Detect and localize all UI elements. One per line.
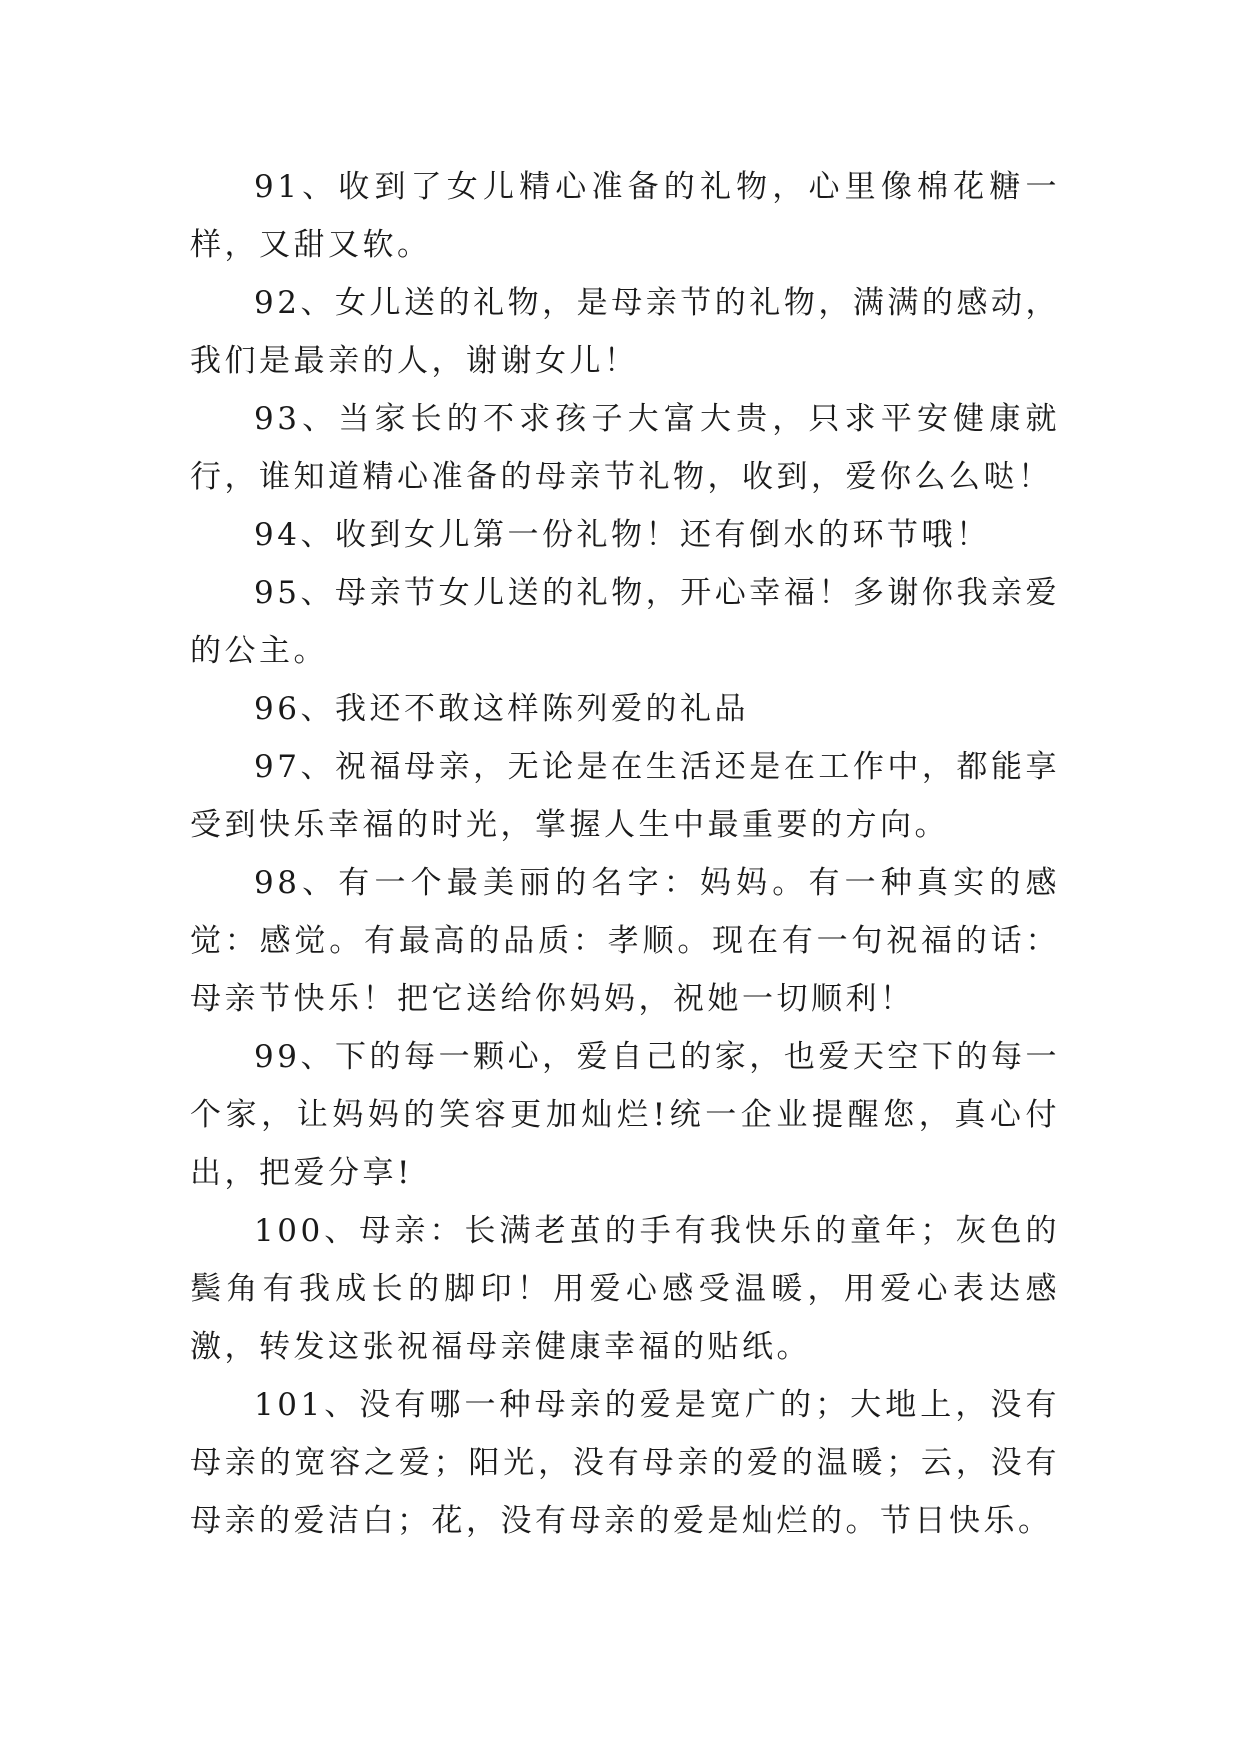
paragraph-97: 97、祝福母亲，无论是在生活还是在工作中，都能享受到快乐幸福的时光，掌握人生中最重要的方向。 — [190, 749, 1060, 843]
paragraph-94: 94、收到女儿第一份礼物！还有倒水的环节哦！ — [254, 517, 991, 553]
paragraph-93: 93、当家长的不求孩子大富大贵，只求平安健康就行，谁知道精心准备的母亲节礼物，收到，爱你么么哒！ — [190, 401, 1060, 495]
paragraph-100: 100、母亲：长满老茧的手有我快乐的童年；灰色的鬓角有我成长的脚印！用爱心感受温暖，用爱心表达感激，转发这张祝福母亲健康幸福的贴纸。 — [190, 1213, 1060, 1365]
paragraph-96: 96、我还不敢这样陈列爱的礼品 — [254, 691, 749, 727]
paragraph-95: 95、母亲节女儿送的礼物，开心幸福！多谢你我亲爱的公主。 — [190, 575, 1060, 669]
paragraph-98: 98、有一个最美丽的名字：妈妈。有一种真实的感觉：感觉。有最高的品质：孝顺。现在有一句祝福的话：母亲节快乐！把它送给你妈妈，祝她一切顺利！ — [190, 865, 1060, 1017]
document-body — [190, 158, 1060, 1550]
paragraph-92: 92、女儿送的礼物，是母亲节的礼物，满满的感动，我们是最亲的人，谢谢女儿！ — [190, 285, 1060, 379]
paragraph-99: 99、下的每一颗心，爱自己的家，也爱天空下的每一个家，让妈妈的笑容更加灿烂!统一企业提醒您，真心付出，把爱分享! — [190, 1039, 1060, 1191]
paragraph-91: 91、收到了女儿精心准备的礼物，心里像棉花糖一样，又甜又软。 — [190, 169, 1060, 263]
paragraph-101: 101、没有哪一种母亲的爱是宽广的；大地上，没有母亲的宽容之爱；阳光，没有母亲的爱的温暖；云，没有母亲的爱洁白；花，没有母亲的爱是灿烂的。节日快乐。 — [190, 1387, 1060, 1539]
